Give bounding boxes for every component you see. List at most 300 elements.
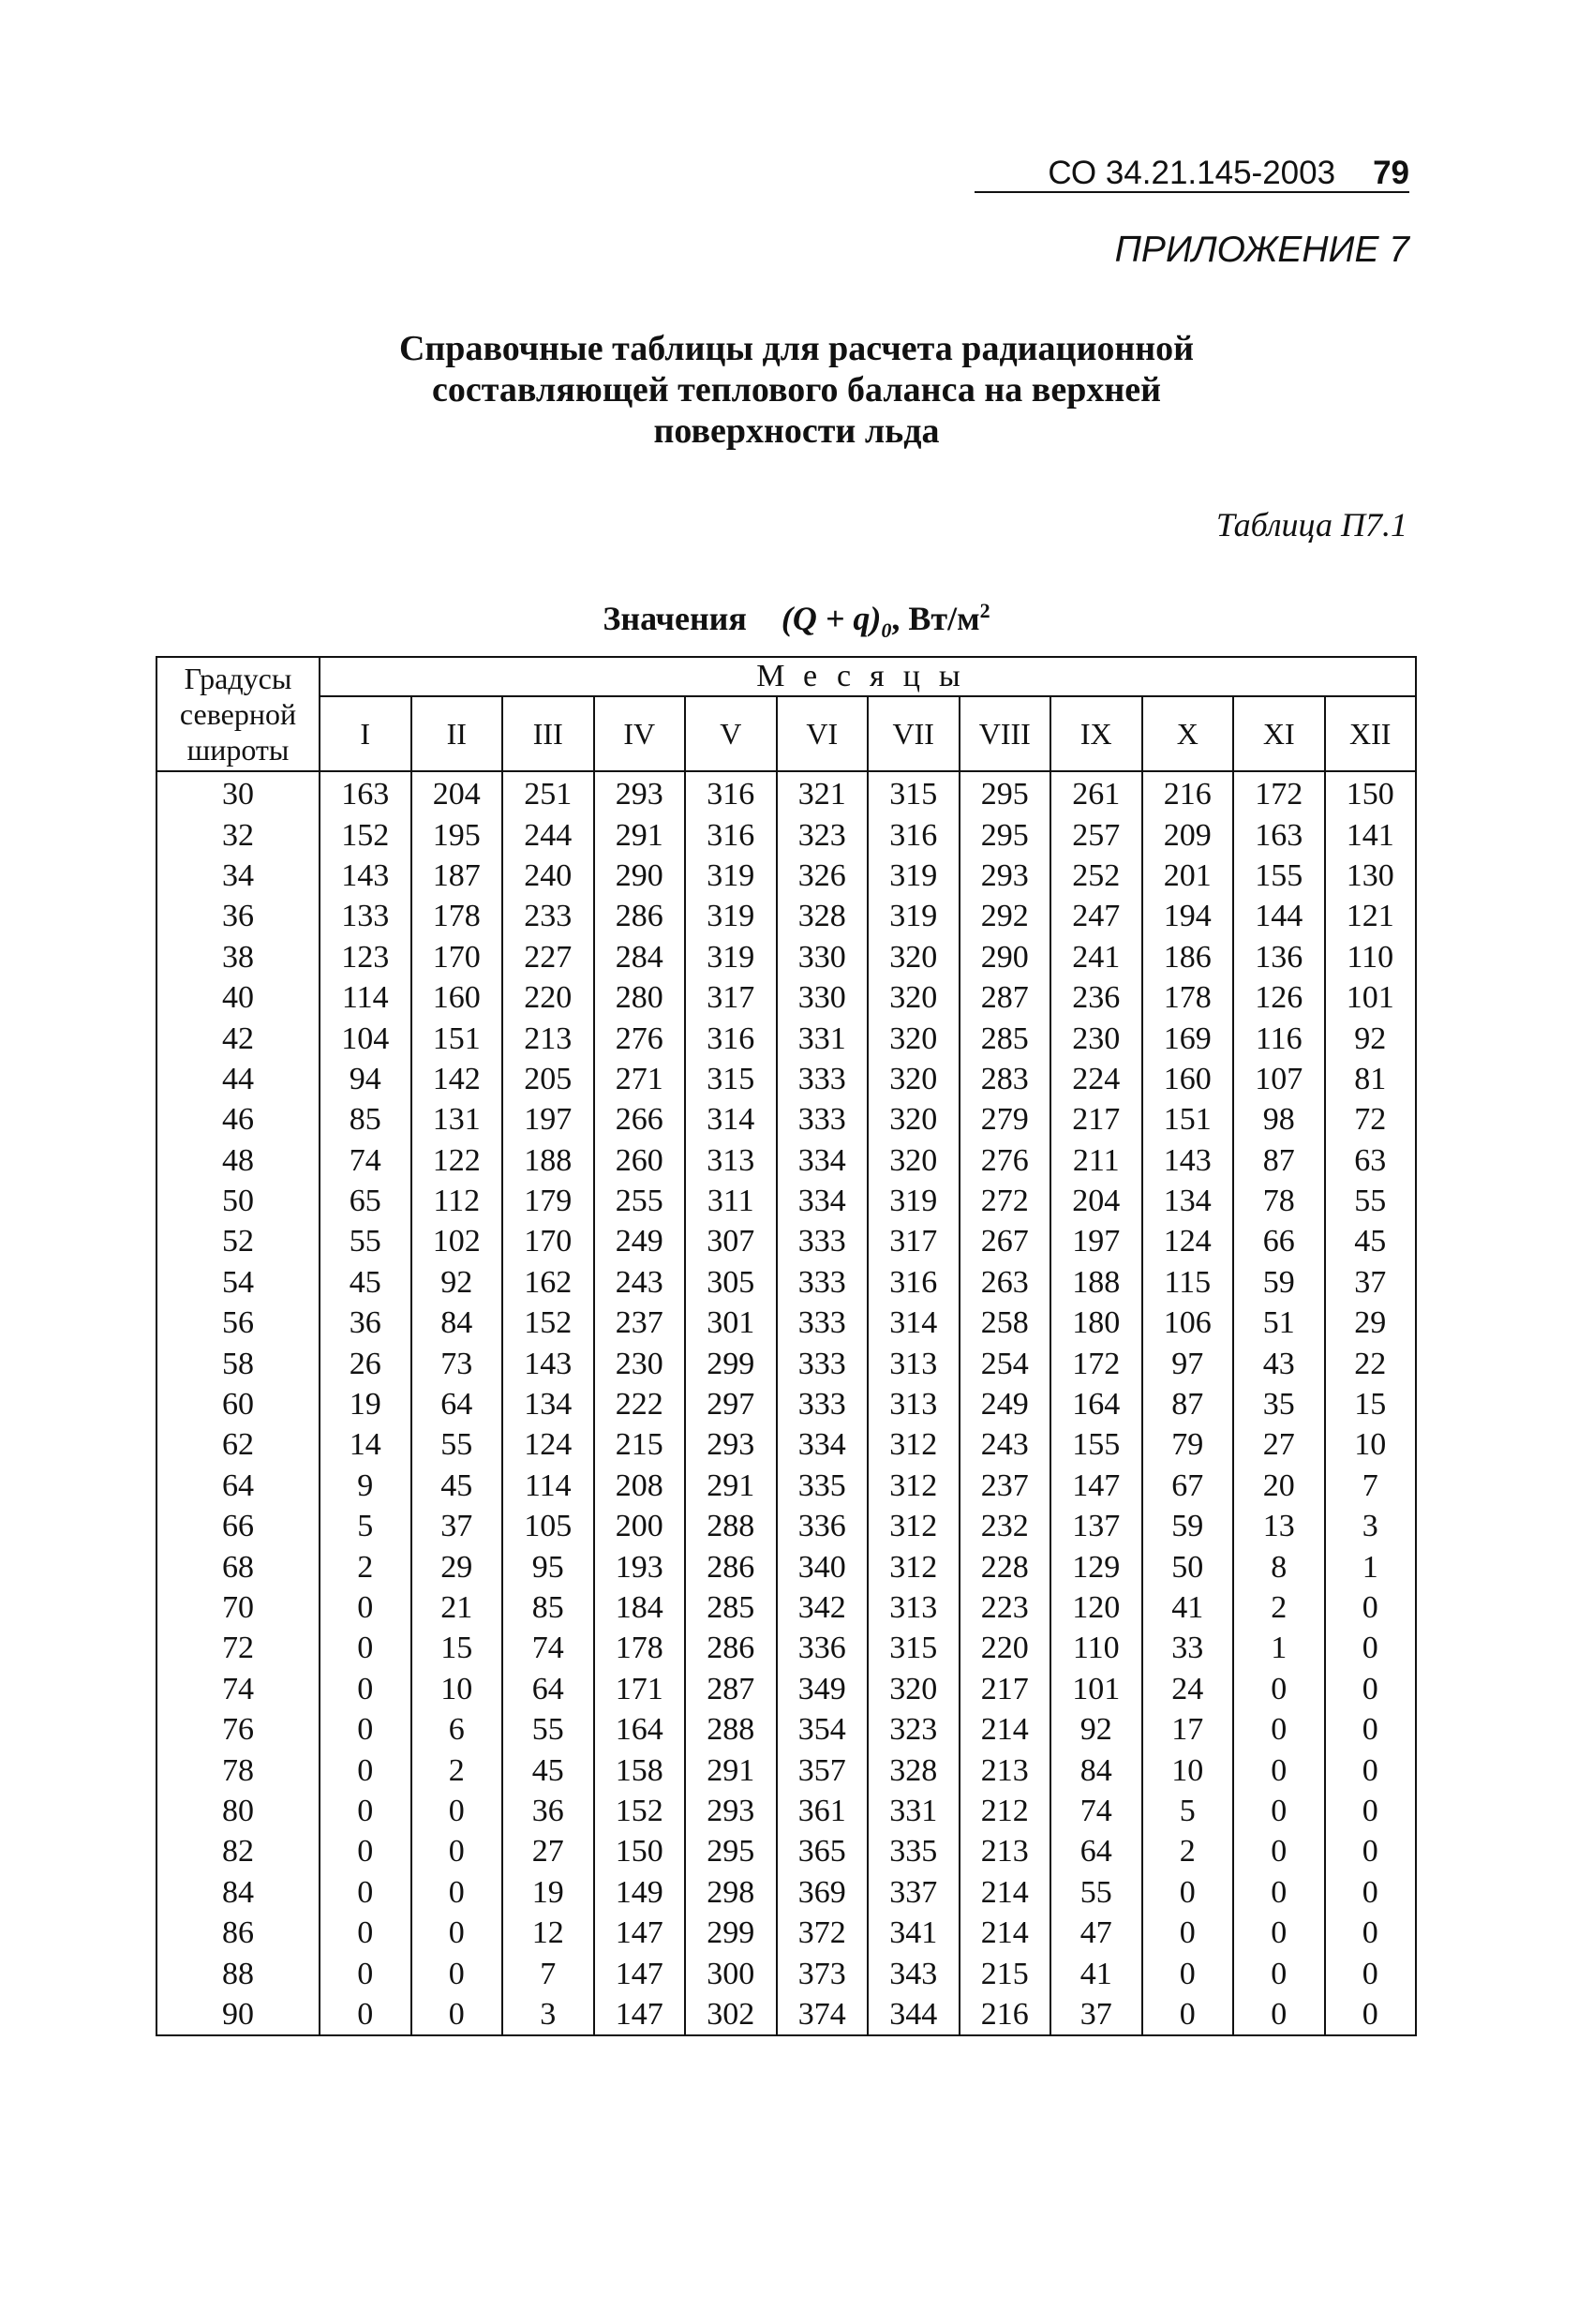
value-cell: 3	[502, 1994, 594, 2035]
latitude-cell: 82	[156, 1831, 320, 1871]
value-cell: 114	[502, 1466, 594, 1506]
value-cell: 319	[685, 937, 777, 977]
value-cell: 27	[1233, 1424, 1325, 1465]
table-row	[156, 856, 1416, 896]
value-cell: 115	[1142, 1262, 1234, 1303]
value-cell: 98	[1233, 1099, 1325, 1140]
value-cell: 237	[960, 1466, 1051, 1506]
latitude-cell: 36	[156, 896, 320, 936]
table-row	[156, 1913, 1416, 1953]
value-cell: 283	[960, 1059, 1051, 1099]
value-cell: 27	[502, 1831, 594, 1871]
table-row	[156, 1099, 1416, 1140]
value-cell: 335	[777, 1466, 869, 1506]
value-cell: 179	[502, 1181, 594, 1221]
value-cell: 315	[868, 771, 960, 814]
table-row	[156, 1059, 1416, 1099]
value-cell: 5	[1142, 1791, 1234, 1831]
value-cell: 151	[1142, 1099, 1234, 1140]
value-cell: 188	[502, 1140, 594, 1181]
value-cell: 164	[594, 1709, 686, 1750]
value-cell: 59	[1142, 1506, 1234, 1546]
table-row	[156, 1018, 1416, 1058]
value-cell: 228	[960, 1546, 1051, 1587]
month-header-cell: IX	[1050, 696, 1142, 771]
value-cell: 194	[1142, 896, 1234, 936]
value-cell: 197	[1050, 1221, 1142, 1261]
table-row	[156, 771, 1416, 814]
value-cell: 0	[1325, 1913, 1417, 1953]
caption-word: Значения	[603, 600, 747, 637]
value-cell: 330	[777, 977, 869, 1018]
value-cell: 254	[960, 1343, 1051, 1383]
value-cell: 299	[685, 1343, 777, 1383]
value-cell: 2	[1142, 1831, 1234, 1871]
value-cell: 55	[320, 1221, 411, 1261]
value-cell: 213	[960, 1750, 1051, 1790]
value-cell: 316	[868, 1262, 960, 1303]
latitude-cell: 38	[156, 937, 320, 977]
value-cell: 301	[685, 1303, 777, 1343]
months-header: Месяцы	[320, 657, 1416, 696]
table-row	[156, 1709, 1416, 1750]
value-cell: 236	[1050, 977, 1142, 1018]
value-cell: 293	[594, 771, 686, 814]
value-cell: 43	[1233, 1343, 1325, 1383]
value-cell: 315	[868, 1628, 960, 1668]
value-cell: 200	[594, 1506, 686, 1546]
latitude-cell: 86	[156, 1913, 320, 1953]
table-row	[156, 1466, 1416, 1506]
value-cell: 102	[411, 1221, 503, 1261]
value-cell: 101	[1325, 977, 1417, 1018]
value-cell: 0	[1233, 1872, 1325, 1913]
value-cell: 213	[502, 1018, 594, 1058]
latitude-header-line: Градусы	[184, 662, 292, 695]
latitude-cell: 48	[156, 1140, 320, 1181]
value-cell: 217	[1050, 1099, 1142, 1140]
latitude-header-line: широты	[186, 733, 290, 767]
value-cell: 150	[1325, 771, 1417, 814]
value-cell: 293	[685, 1791, 777, 1831]
value-cell: 149	[594, 1872, 686, 1913]
value-cell: 316	[868, 814, 960, 855]
latitude-cell: 40	[156, 977, 320, 1018]
value-cell: 323	[777, 814, 869, 855]
value-cell: 0	[1233, 1953, 1325, 1993]
value-cell: 298	[685, 1872, 777, 1913]
value-cell: 372	[777, 1913, 869, 1953]
value-cell: 110	[1050, 1628, 1142, 1668]
value-cell: 249	[594, 1221, 686, 1261]
value-cell: 141	[1325, 814, 1417, 855]
value-cell: 37	[1325, 1262, 1417, 1303]
value-cell: 81	[1325, 1059, 1417, 1099]
formula-subscript: 0	[881, 618, 892, 643]
value-cell: 233	[502, 896, 594, 936]
month-header-cell: VI	[777, 696, 869, 771]
value-cell: 205	[502, 1059, 594, 1099]
month-header-cell: IV	[594, 696, 686, 771]
value-cell: 227	[502, 937, 594, 977]
value-cell: 300	[685, 1953, 777, 1993]
value-cell: 284	[594, 937, 686, 977]
value-cell: 55	[1325, 1181, 1417, 1221]
latitude-cell: 90	[156, 1994, 320, 2035]
value-cell: 241	[1050, 937, 1142, 977]
value-cell: 285	[960, 1018, 1051, 1058]
value-cell: 313	[685, 1140, 777, 1181]
value-cell: 213	[960, 1831, 1051, 1871]
value-cell: 312	[868, 1506, 960, 1546]
value-cell: 249	[960, 1384, 1051, 1424]
table-row	[156, 1628, 1416, 1668]
value-cell: 336	[777, 1506, 869, 1546]
value-cell: 295	[960, 771, 1051, 814]
value-cell: 163	[320, 771, 411, 814]
latitude-cell: 56	[156, 1303, 320, 1343]
latitude-cell: 84	[156, 1872, 320, 1913]
value-cell: 313	[868, 1343, 960, 1383]
value-cell: 0	[1325, 1872, 1417, 1913]
value-cell: 133	[320, 896, 411, 936]
value-cell: 36	[320, 1303, 411, 1343]
value-cell: 316	[685, 771, 777, 814]
value-cell: 0	[1325, 1587, 1417, 1628]
page-number: 79	[1373, 155, 1409, 191]
month-header-cell: II	[411, 696, 503, 771]
value-cell: 121	[1325, 896, 1417, 936]
value-cell: 0	[411, 1831, 503, 1871]
table-row	[156, 1791, 1416, 1831]
value-cell: 0	[1233, 1831, 1325, 1871]
value-cell: 170	[411, 937, 503, 977]
month-header-cell: XI	[1233, 696, 1325, 771]
table-row	[156, 1262, 1416, 1303]
value-cell: 230	[594, 1343, 686, 1383]
value-cell: 223	[960, 1587, 1051, 1628]
table-row	[156, 977, 1416, 1018]
value-cell: 150	[594, 1831, 686, 1871]
title-line: Справочные таблицы для расчета радиационной	[398, 329, 1195, 368]
value-cell: 373	[777, 1953, 869, 1993]
latitude-cell: 42	[156, 1018, 320, 1058]
value-cell: 7	[1325, 1466, 1417, 1506]
value-cell: 263	[960, 1262, 1051, 1303]
value-cell: 333	[777, 1099, 869, 1140]
table-row	[156, 1669, 1416, 1709]
value-cell: 92	[411, 1262, 503, 1303]
value-cell: 0	[411, 1994, 503, 2035]
value-cell: 319	[868, 1181, 960, 1221]
value-cell: 178	[594, 1628, 686, 1668]
value-cell: 291	[594, 814, 686, 855]
value-cell: 193	[594, 1546, 686, 1587]
value-cell: 334	[777, 1181, 869, 1221]
value-cell: 261	[1050, 771, 1142, 814]
value-cell: 45	[320, 1262, 411, 1303]
value-cell: 320	[868, 937, 960, 977]
value-cell: 110	[1325, 937, 1417, 977]
value-cell: 257	[1050, 814, 1142, 855]
value-cell: 101	[1050, 1669, 1142, 1709]
value-cell: 365	[777, 1831, 869, 1871]
value-cell: 0	[320, 1913, 411, 1953]
value-cell: 22	[1325, 1343, 1417, 1383]
value-cell: 1	[1325, 1546, 1417, 1587]
value-cell: 178	[411, 896, 503, 936]
value-cell: 212	[960, 1791, 1051, 1831]
table-row	[156, 1343, 1416, 1383]
value-cell: 162	[502, 1262, 594, 1303]
latitude-header-line: северной	[179, 697, 297, 731]
appendix-label: ПРИЛОЖЕНИЕ 7	[1114, 230, 1409, 270]
value-cell: 160	[1142, 1059, 1234, 1099]
value-cell: 74	[320, 1140, 411, 1181]
value-cell: 320	[868, 1140, 960, 1181]
value-cell: 29	[1325, 1303, 1417, 1343]
value-cell: 293	[960, 856, 1051, 896]
value-cell: 361	[777, 1791, 869, 1831]
value-cell: 230	[1050, 1018, 1142, 1058]
value-cell: 217	[960, 1669, 1051, 1709]
value-cell: 320	[868, 1669, 960, 1709]
latitude-cell: 62	[156, 1424, 320, 1465]
value-cell: 155	[1233, 856, 1325, 896]
value-cell: 0	[1142, 1872, 1234, 1913]
value-cell: 63	[1325, 1140, 1417, 1181]
value-cell: 211	[1050, 1140, 1142, 1181]
caption-unit	[891, 600, 990, 637]
value-cell: 305	[685, 1262, 777, 1303]
table-row	[156, 814, 1416, 855]
value-cell: 107	[1233, 1059, 1325, 1099]
value-cell: 184	[594, 1587, 686, 1628]
value-cell: 10	[411, 1669, 503, 1709]
value-cell: 252	[1050, 856, 1142, 896]
value-cell: 340	[777, 1546, 869, 1587]
value-cell: 336	[777, 1628, 869, 1668]
value-cell: 0	[1233, 1750, 1325, 1790]
value-cell: 74	[1050, 1791, 1142, 1831]
value-cell: 172	[1233, 771, 1325, 814]
value-cell: 320	[868, 1099, 960, 1140]
value-cell: 137	[1050, 1506, 1142, 1546]
value-cell: 244	[502, 814, 594, 855]
value-cell: 295	[685, 1831, 777, 1871]
latitude-cell: 72	[156, 1628, 320, 1668]
formula-main: (Q + q)	[781, 600, 882, 637]
latitude-cell: 32	[156, 814, 320, 855]
table-row	[156, 1831, 1416, 1871]
value-cell: 343	[868, 1953, 960, 1993]
value-cell: 299	[685, 1913, 777, 1953]
value-cell: 0	[320, 1831, 411, 1871]
value-cell: 65	[320, 1181, 411, 1221]
month-header-cell: V	[685, 696, 777, 771]
table-row	[156, 1181, 1416, 1221]
value-cell: 47	[1050, 1913, 1142, 1953]
value-cell: 224	[1050, 1059, 1142, 1099]
value-cell: 287	[685, 1669, 777, 1709]
value-cell: 357	[777, 1750, 869, 1790]
value-cell: 10	[1142, 1750, 1234, 1790]
value-cell: 312	[868, 1466, 960, 1506]
value-cell: 288	[685, 1709, 777, 1750]
value-cell: 73	[411, 1343, 503, 1383]
value-cell: 105	[502, 1506, 594, 1546]
value-cell: 152	[594, 1791, 686, 1831]
value-cell: 123	[320, 937, 411, 977]
value-cell: 317	[868, 1221, 960, 1261]
month-header-cell: XII	[1325, 696, 1417, 771]
value-cell: 41	[1050, 1953, 1142, 1993]
value-cell: 20	[1233, 1466, 1325, 1506]
value-cell: 334	[777, 1424, 869, 1465]
section-title	[234, 328, 1359, 452]
latitude-cell: 58	[156, 1343, 320, 1383]
value-cell: 13	[1233, 1506, 1325, 1546]
value-cell: 313	[868, 1384, 960, 1424]
value-cell: 216	[1142, 771, 1234, 814]
value-cell: 55	[502, 1709, 594, 1750]
value-cell: 240	[502, 856, 594, 896]
value-cell: 311	[685, 1181, 777, 1221]
value-cell: 316	[685, 1018, 777, 1058]
value-cell: 124	[1142, 1221, 1234, 1261]
value-cell: 328	[777, 896, 869, 936]
value-cell: 124	[502, 1424, 594, 1465]
latitude-cell: 30	[156, 771, 320, 814]
value-cell: 122	[411, 1140, 503, 1181]
value-cell: 341	[868, 1913, 960, 1953]
latitude-cell: 66	[156, 1506, 320, 1546]
value-cell: 334	[777, 1140, 869, 1181]
value-cell: 290	[594, 856, 686, 896]
value-cell: 333	[777, 1303, 869, 1343]
value-cell: 214	[960, 1913, 1051, 1953]
value-cell: 106	[1142, 1303, 1234, 1343]
value-cell: 0	[1325, 1669, 1417, 1709]
value-cell: 66	[1233, 1221, 1325, 1261]
value-cell: 84	[1050, 1750, 1142, 1790]
value-cell: 64	[502, 1669, 594, 1709]
table-row	[156, 1424, 1416, 1465]
table-row	[156, 896, 1416, 936]
latitude-cell: 74	[156, 1669, 320, 1709]
table-number-label: Таблица П7.1	[1215, 506, 1407, 544]
value-cell: 0	[1142, 1953, 1234, 1993]
month-header-cell: X	[1142, 696, 1234, 771]
value-cell: 292	[960, 896, 1051, 936]
value-cell: 374	[777, 1994, 869, 2035]
value-cell: 286	[685, 1546, 777, 1587]
value-cell: 33	[1142, 1628, 1234, 1668]
value-cell: 290	[960, 937, 1051, 977]
value-cell: 92	[1325, 1018, 1417, 1058]
value-cell: 337	[868, 1872, 960, 1913]
value-cell: 0	[1325, 1831, 1417, 1871]
value-cell: 328	[868, 1750, 960, 1790]
value-cell: 10	[1325, 1424, 1417, 1465]
month-header-cell: I	[320, 696, 411, 771]
value-cell: 1	[1233, 1628, 1325, 1668]
value-cell: 172	[1050, 1343, 1142, 1383]
value-cell: 0	[1325, 1750, 1417, 1790]
value-cell: 29	[411, 1546, 503, 1587]
value-cell: 17	[1142, 1709, 1234, 1750]
value-cell: 8	[1233, 1546, 1325, 1587]
table-row	[156, 937, 1416, 977]
table-row	[156, 1953, 1416, 1993]
value-cell: 330	[777, 937, 869, 977]
value-cell: 314	[868, 1303, 960, 1343]
value-cell: 0	[320, 1628, 411, 1668]
value-cell: 2	[320, 1546, 411, 1587]
value-cell: 147	[1050, 1466, 1142, 1506]
value-cell: 319	[868, 896, 960, 936]
value-cell: 267	[960, 1221, 1051, 1261]
value-cell: 315	[685, 1059, 777, 1099]
value-cell: 0	[411, 1913, 503, 1953]
value-cell: 209	[1142, 814, 1234, 855]
value-cell: 222	[594, 1384, 686, 1424]
value-cell: 160	[411, 977, 503, 1018]
value-cell: 19	[320, 1384, 411, 1424]
value-cell: 19	[502, 1872, 594, 1913]
value-cell: 85	[502, 1587, 594, 1628]
value-cell: 152	[502, 1303, 594, 1343]
value-cell: 349	[777, 1669, 869, 1709]
value-cell: 55	[411, 1424, 503, 1465]
value-cell: 331	[868, 1791, 960, 1831]
value-cell: 3	[1325, 1506, 1417, 1546]
value-cell: 92	[1050, 1709, 1142, 1750]
value-cell: 342	[777, 1587, 869, 1628]
value-cell: 147	[594, 1913, 686, 1953]
value-cell: 320	[868, 977, 960, 1018]
value-cell: 0	[320, 1791, 411, 1831]
value-cell: 344	[868, 1994, 960, 2035]
value-cell: 319	[685, 896, 777, 936]
value-cell: 331	[777, 1018, 869, 1058]
value-cell: 45	[502, 1750, 594, 1790]
value-cell: 7	[502, 1953, 594, 1993]
value-cell: 26	[320, 1343, 411, 1383]
value-cell: 143	[502, 1343, 594, 1383]
value-cell: 87	[1233, 1140, 1325, 1181]
table-row	[156, 1587, 1416, 1628]
value-cell: 84	[411, 1303, 503, 1343]
value-cell: 293	[685, 1424, 777, 1465]
value-cell: 276	[594, 1018, 686, 1058]
value-cell: 333	[777, 1221, 869, 1261]
value-cell: 171	[594, 1669, 686, 1709]
latitude-cell: 78	[156, 1750, 320, 1790]
value-cell: 272	[960, 1181, 1051, 1221]
title-line: поверхности льда	[653, 411, 940, 451]
value-cell: 0	[1233, 1913, 1325, 1953]
value-cell: 120	[1050, 1587, 1142, 1628]
value-cell: 131	[411, 1099, 503, 1140]
value-cell: 291	[685, 1750, 777, 1790]
value-cell: 319	[685, 856, 777, 896]
table-row	[156, 1221, 1416, 1261]
value-cell: 232	[960, 1506, 1051, 1546]
unit-main: , Вт/м	[891, 600, 980, 637]
value-cell: 333	[777, 1262, 869, 1303]
value-cell: 302	[685, 1994, 777, 2035]
